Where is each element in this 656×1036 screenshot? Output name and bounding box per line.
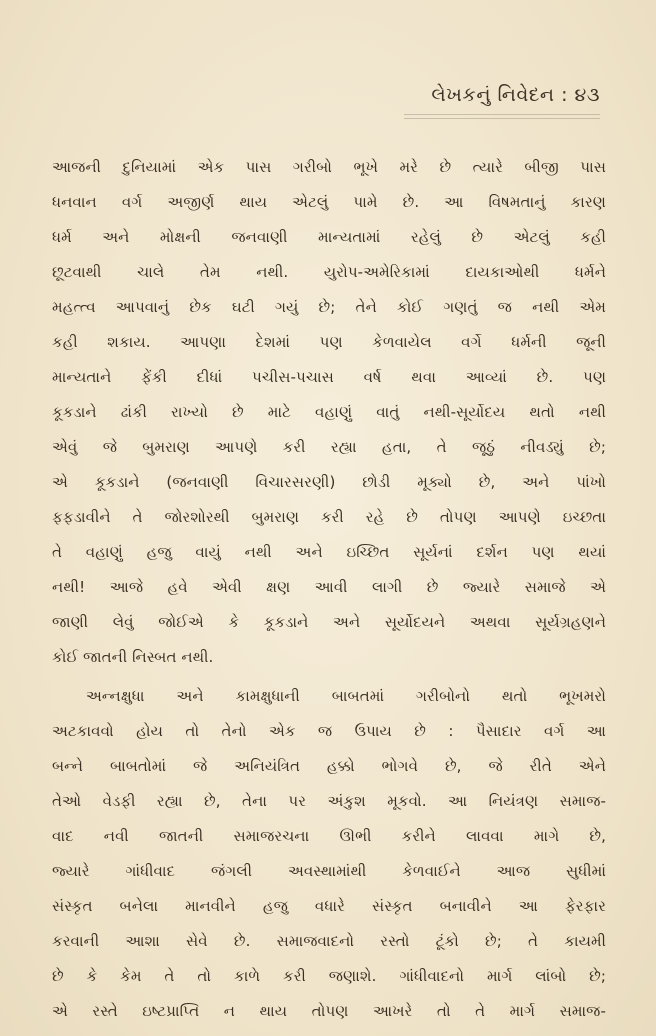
text-line: સંસ્કૃત બનેલા માનવીને હજુ વધારે સંસ્કૃત બનાવીને આ ફેરફાર [52, 897, 606, 915]
text-line: ધનવાન વર્ગ અજીર્ણ થાય એટલું પામે છે. આ વિષમતાનું કારણ [52, 193, 606, 211]
body-text [52, 150, 606, 1029]
paragraph-2 [52, 679, 606, 1029]
text-line: કોઈ જાતની નિસ્બત નથી. [52, 648, 214, 666]
header-rule [404, 114, 600, 119]
text-line: એવું જે બુમરાણ આપણે કરી રહ્યા હતા, તે જૂઠું નીવડ્યું છે; [52, 438, 606, 456]
text-line: એ કૂકડાને (જનવાણી વિચારસરણી) છોડી મૂક્યો છે, અને પાંખો [52, 473, 606, 491]
text-line: વાદ નવી જાતની સમાજરચના ઊભી કરીને લાવવા માગે છે, [52, 827, 606, 845]
text-line: ધર્મ અને મોક્ષની જનવાણી માન્યતામાં રહેલું છે એટલું કહી [52, 228, 606, 246]
text-line: બન્ને બાબતોમાં જે અનિયંત્રિત હક્કો ભોગવે છે, જે રીતે એને [52, 757, 606, 775]
text-line: નથી! આજે હવે એવી ક્ષણ આવી લાગી છે જ્યારે સમાજે એ [52, 578, 606, 596]
text-line: અન્નક્ષુધા અને કામક્ષુધાની બાબતમાં ગરીબોનો થતો ભૂખમરો [86, 687, 606, 705]
text-line: કરવાની આશા સેવે છે. સમાજવાદનો રસ્તો ટૂંકો છે; તે કાયમી [52, 932, 606, 950]
text-line: છૂટવાથી ચાલે તેમ નથી. યુરોપ-અમેરિકામાં દાયકાઓથી ધર્મને [52, 263, 606, 281]
text-line: માન્યતાને ફેંકી દીધાં પચીસ-પચાસ વર્ષ થવા આવ્યાં છે. પણ [52, 368, 606, 386]
text-line: એ રસ્તે ઇષ્ટપ્રાપ્તિ ન થાય તોપણ આખરે તો તે માર્ગ સમાજ- [52, 1002, 606, 1020]
text-line: તે વહાણું હજુ વાયું નથી અને ઇચ્છિત સૂર્યનાં દર્શન પણ થયાં [52, 543, 606, 561]
text-line: કૂકડાને ઢાંકી રાખ્યો છે માટે વહાણું વાતું નથી-સૂર્યોદય થતો નથી [52, 403, 606, 421]
text-line: ફફડાવીને તે જોરશોરથી બુમરાણ કરી રહે છે તોપણ આપણે ઇચ્છતા [52, 508, 606, 526]
text-line: છે કે કેમ તે તો કાળે કરી જણાશે. ગાંધીવાદનો માર્ગ લાંબો છે; [52, 967, 606, 985]
text-line: અટકાવવો હોય તો તેનો એક જ ઉપાય છે : પૈસાદાર વર્ગ આ [52, 722, 606, 740]
text-line: મહત્ત્વ આપવાનું છેક ઘટી ગયું છે; તેને કોઈ ગણતું જ નથી એમ [52, 298, 606, 316]
text-line: જાણી લેવું જોઈએ કે કૂકડાને અને સૂર્યોદયને અથવા સૂર્યગ્રહણને [52, 613, 606, 631]
text-line: કહી શકાય. આપણા દેશમાં પણ કેળવાયેલ વર્ગે ધર્મની જૂની [52, 333, 606, 351]
paragraph-1 [52, 150, 606, 675]
text-line: તેઓ વેડફી રહ્યા છે, તેના પર અંકુશ મૂકવો. આ નિયંત્રણ સમાજ- [52, 792, 606, 810]
running-head: લેખકનું નિવેદન : ૪૩ [431, 84, 600, 106]
text-line: આજની દુનિયામાં એક પાસ ગરીબો ભૂખે મરે છે ત્યારે બીજી પાસ [52, 158, 606, 176]
text-line: જ્યારે ગાંધીવાદ જંગલી અવસ્થામાંથી કેળવાઈને આજ સુધીમાં [52, 862, 606, 880]
